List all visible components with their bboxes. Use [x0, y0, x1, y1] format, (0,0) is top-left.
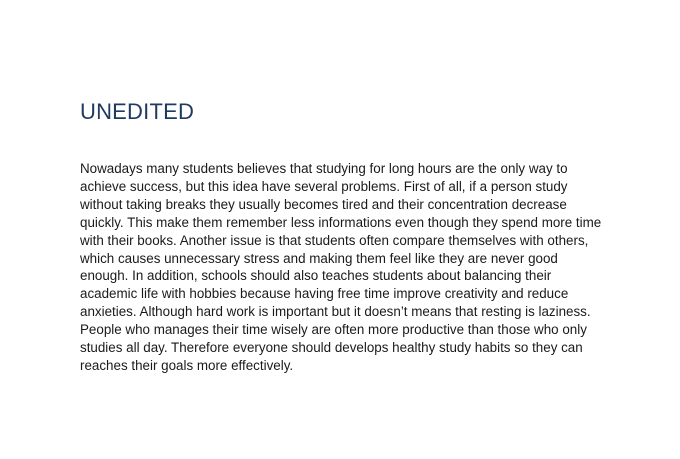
document-title: UNEDITED: [80, 99, 195, 124]
paragraph-line: academic life with hobbies because having free time improve creativity and reduce: [80, 286, 569, 302]
paragraph-line: achieve success, but this idea have several problems. First of all, if a person study: [80, 178, 568, 194]
paragraph-line: with their books. Another issue is that students often compare themselves with others,: [80, 232, 589, 248]
paragraph-line: without taking breaks they usually becomes tired and their concentration decrease: [80, 196, 567, 212]
paragraph-line: reaches their goals more effectively.: [80, 357, 294, 373]
paragraph-line: anxieties. Although hard work is important but it doesn’t means that resting is laziness.: [80, 304, 591, 320]
paragraph-line: People who manages their time wisely are often more productive than those who only: [80, 322, 587, 338]
body-paragraph: [80, 160, 610, 375]
paragraph-line: Nowadays many students believes that studying for long hours are the only way to: [80, 161, 568, 176]
paragraph-line: which causes unnecessary stress and making them feel like they are never good: [80, 250, 558, 266]
paragraph-line: quickly. This make them remember less informations even though they spend more time: [80, 214, 602, 230]
paragraph-line: studies all day. Therefore everyone should develops healthy study habits so they can: [80, 340, 583, 356]
paragraph-line: enough. In addition, schools should also teaches students about balancing their: [80, 268, 552, 284]
